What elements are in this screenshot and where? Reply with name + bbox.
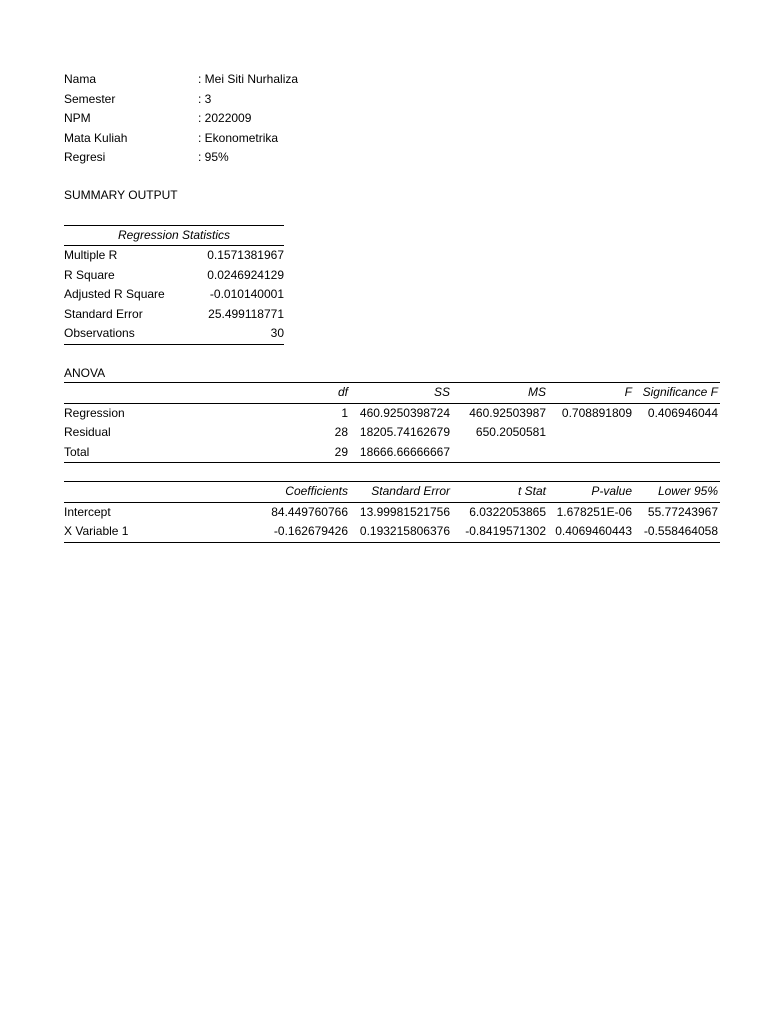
info-value: : Mei Siti Nurhaliza (198, 72, 299, 86)
table-cell: Residual (64, 425, 111, 439)
coefficients-header-row (64, 482, 720, 503)
table-cell (548, 443, 634, 463)
table-cell: Intercept (64, 504, 111, 519)
table-row (64, 502, 720, 522)
table-row (64, 403, 720, 423)
info-row-npm (64, 109, 298, 129)
stat-value: 25.499118771 (208, 306, 284, 321)
info-row-regresi (64, 148, 298, 168)
stat-value: 30 (270, 326, 284, 340)
table-header-cell (64, 383, 204, 404)
table-row (64, 443, 720, 463)
stat-row (64, 324, 284, 344)
info-value: : 95% (198, 150, 229, 164)
table-cell: 0.4069460443 (548, 522, 634, 542)
table-header-cell: MS (452, 383, 548, 404)
table-header-cell: df (204, 383, 350, 404)
info-label: Regresi (64, 150, 106, 164)
table-cell (548, 423, 634, 443)
table-cell: 13.99981521756 (359, 504, 450, 519)
stat-value: 0.0246924129 (207, 267, 284, 282)
table-row (64, 423, 720, 443)
table-row (64, 522, 720, 542)
student-info (64, 70, 298, 168)
summary-output-title: SUMMARY OUTPUT (64, 188, 178, 202)
table-cell: 6.0322053865 (469, 504, 546, 519)
table-cell: 1.678251E-06 (556, 504, 632, 519)
stat-label: Observations (64, 326, 135, 340)
regression-statistics-header: Regression Statistics (64, 226, 284, 246)
table-cell: 0.406946044 (647, 405, 718, 420)
anova-table (64, 382, 720, 463)
anova-header-row (64, 383, 720, 404)
table-cell: 650.2050581 (475, 425, 546, 439)
anova-title: ANOVA (64, 366, 106, 380)
table-cell (452, 443, 548, 463)
info-label: NPM (64, 111, 91, 125)
table-cell: Regression (64, 405, 125, 420)
table-cell: -0.162679426 (204, 522, 350, 542)
table-cell (634, 443, 720, 463)
table-cell: 0.193215806376 (350, 522, 452, 542)
table-cell: -0.8419571302 (452, 522, 548, 542)
stat-value: 0.1571381967 (207, 248, 284, 262)
stat-label: Standard Error (64, 306, 143, 321)
table-header-cell (64, 482, 204, 503)
stat-row (64, 246, 284, 266)
table-cell: 18666.66666667 (350, 443, 452, 463)
info-row-mata-kuliah (64, 129, 298, 149)
table-header-cell: Standard Error (350, 482, 452, 503)
table-cell: 0.708891809 (561, 405, 632, 420)
table-cell: 18205.74162679 (359, 425, 450, 439)
table-header-cell: SS (350, 383, 452, 404)
table-header-cell: Lower 95% (634, 482, 720, 503)
info-row-nama (64, 70, 298, 90)
table-cell: 29 (204, 443, 350, 463)
stat-label: R Square (64, 267, 115, 282)
table-cell: Total (64, 443, 204, 463)
table-header-cell: Significance F (634, 383, 720, 404)
stat-value: -0.010140001 (209, 287, 284, 301)
table-cell (634, 423, 720, 443)
table-header-cell: F (548, 383, 634, 404)
table-cell: 1 (341, 405, 348, 420)
info-row-semester (64, 90, 298, 110)
stat-row (64, 305, 284, 325)
table-cell: -0.558464058 (634, 522, 720, 542)
info-value: : Ekonometrika (198, 130, 279, 145)
info-label: Semester (64, 91, 116, 106)
table-cell: 55.77243967 (647, 504, 718, 519)
table-cell: 28 (334, 425, 348, 439)
table-header-cell: Coefficients (204, 482, 350, 503)
stat-label: Multiple R (64, 248, 118, 262)
stat-label: Adjusted R Square (64, 287, 165, 301)
table-cell: 84.449760766 (271, 504, 348, 519)
table-header-cell: P-value (548, 482, 634, 503)
info-label: Nama (64, 72, 97, 86)
info-value: : 2022009 (198, 111, 252, 125)
table-cell: 460.9250398724 (359, 405, 450, 420)
stat-row (64, 266, 284, 286)
table-header-cell: t Stat (452, 482, 548, 503)
table-cell: 460.92503987 (469, 405, 546, 420)
regression-statistics-table (64, 225, 284, 345)
info-label: Mata Kuliah (64, 130, 128, 145)
stat-row (64, 285, 284, 305)
coefficients-table (64, 481, 720, 543)
table-cell: X Variable 1 (64, 522, 204, 542)
info-value: : 3 (198, 91, 212, 106)
